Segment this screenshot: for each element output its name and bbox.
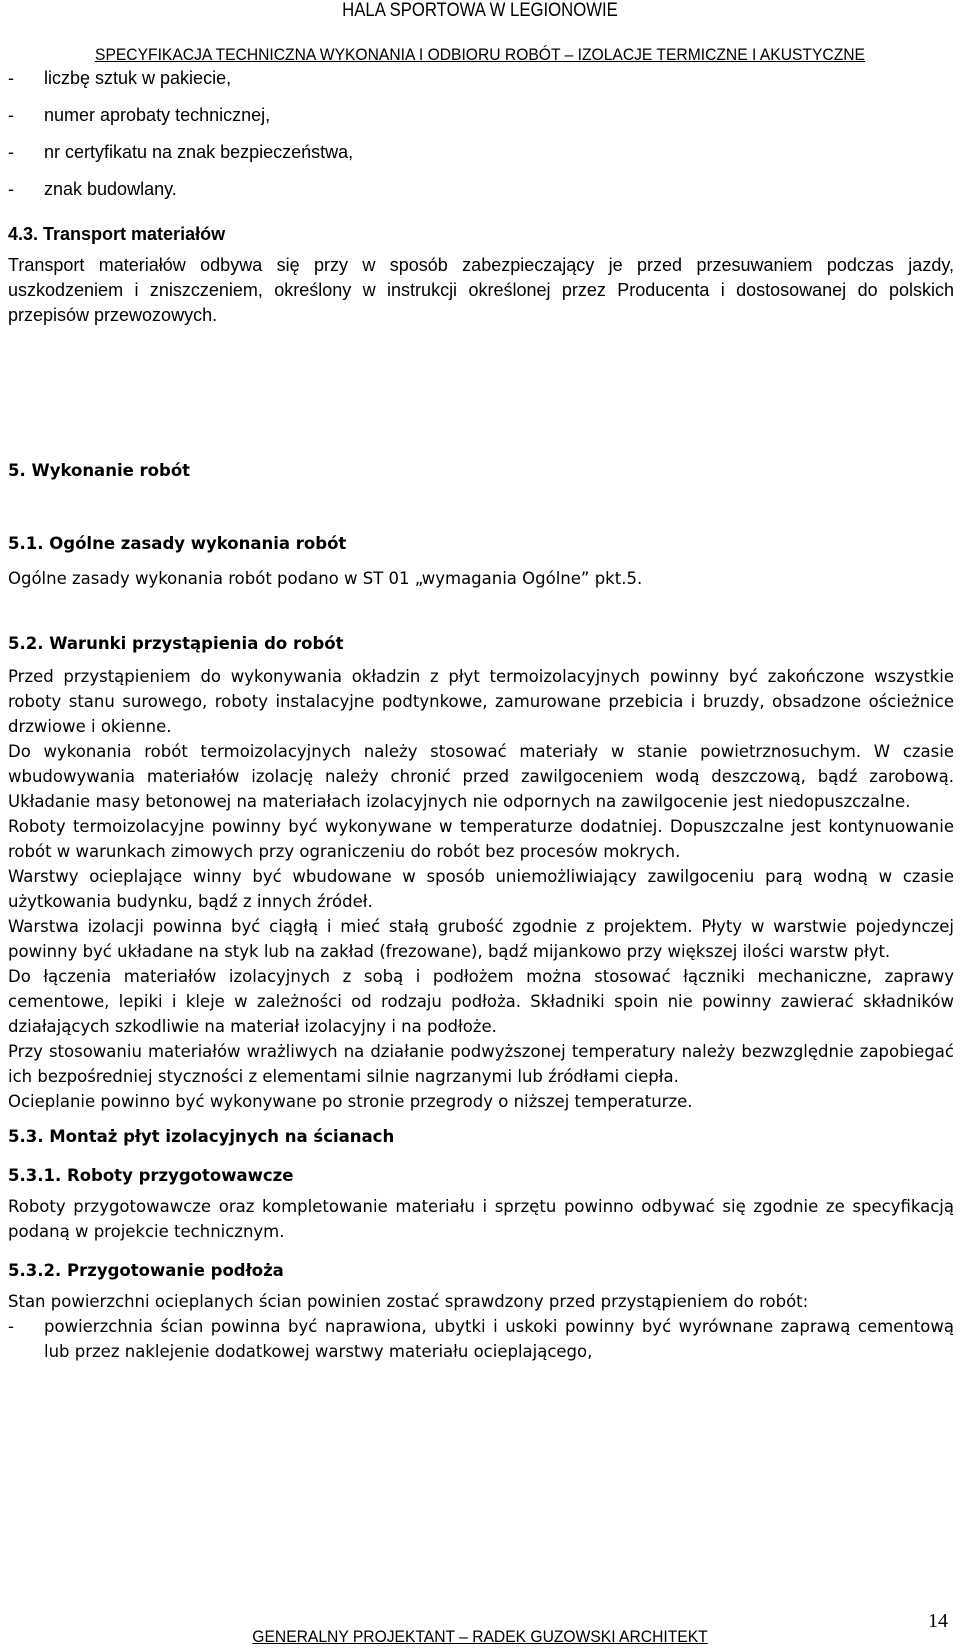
paragraph: Roboty termoizolacyjne powinny być wykonywane w temperaturze dodatniej. Dopuszczalne jest kontynuowanie robót w warunkach zimowych przy ograniczeniu do robót bez procesów mokrych. [8, 817, 954, 861]
paragraph: Warstwy ocieplające winny być wbudowane w sposób uniemożliwiający zawilgoceniu parą wodną w czasie użytkowania budynku, bądź z innych źródeł. [8, 867, 954, 911]
document-header-subtitle: SPECYFIKACJA TECHNICZNA WYKONANIA I ODBIORU ROBÓT – IZOLACJE TERMICZNE I AKUSTYCZNE [95, 45, 865, 64]
section-text-5-3-2: Stan powierzchni ocieplanych ścian powinien zostać sprawdzony przed przystąpieniem do robót: [8, 1292, 809, 1311]
paragraph: Do wykonania robót termoizolacyjnych należy stosować materiały w stanie powietrznosuchym. W czasie wbudowywania materiałów izolację należy chronić przed zawilgoceniem wodą deszczową, bądź zarobową. Układanie masy betonowej na materiałach izolacyjnych nie odpornych na zawilgocenie jest niedopuszczalne. [8, 742, 954, 811]
package-label-list [8, 66, 954, 202]
section-text-5-3-1: Roboty przygotowawcze oraz kompletowanie materiału i sprzętu powinno odbywać się zgodnie ze specyfikacją podaną w projekcie technicznym. [8, 1197, 954, 1241]
section-heading-4-3: 4.3. Transport materiałów [8, 224, 226, 244]
section-heading-5-3-1: 5.3.1. Roboty przygotowawcze [8, 1166, 294, 1185]
document-body [8, 66, 954, 1364]
section-text-4-3: Transport materiałów odbywa się przy w sposób zabezpieczający je przed przesuwaniem podczas jazdy, uszkodzeniem i zniszczeniem, określony w instrukcji określonej przez Producenta i dostosowanej do polskich przepisów przewozowych. [8, 255, 954, 325]
page-number: 14 [928, 1610, 948, 1632]
list-item: - liczbę sztuk w pakiecie, [8, 68, 232, 88]
section-heading-5-3-2: 5.3.2. Przygotowanie podłoża [8, 1261, 284, 1280]
section-text-5-1: Ogólne zasady wykonania robót podano w ST 01 „wymagania Ogólne” pkt.5. [8, 569, 643, 588]
paragraph: Warstwa izolacji powinna być ciągłą i mieć stałą grubość zgodnie z projektem. Płyty w warstwie pojedynczej powinny być układane na styk lub na zakład (frezowane), bądź mijankowo przy większej ilości warstw płyt. [8, 917, 954, 961]
document-footer: GENERALNY PROJEKTANT – RADEK GUZOWSKI ARCHITEKT [252, 1627, 708, 1646]
paragraph: Przed przystąpieniem do wykonywania okładzin z płyt termoizolacyjnych powinny być zakończone wszystkie roboty stanu surowego, roboty instalacyjne podtynkowe, zamurowane przebicia i bruzdy, obsadzone ościeżnice drzwiowe i okienne. [8, 667, 954, 736]
section-body-5-2 [8, 664, 954, 1114]
section-heading-5-2: 5.2. Warunki przystąpienia do robót [8, 634, 344, 653]
list-item: - numer aprobaty technicznej, [8, 105, 271, 125]
list-item: - powierzchnia ścian powinna być naprawiona, ubytki i uskoki powinny być wyrównane zaprawą cementową lub przez naklejenie dodatkowej warstwy materiału ocieplającego, [8, 1317, 954, 1361]
paragraph: Przy stosowaniu materiałów wrażliwych na działanie podwyższonej temperatury należy bezwzględnie zapobiegać ich bezpośredniej styczności z elementami silnie nagrzanymi lub źródłami ciepła. [8, 1042, 954, 1086]
section-heading-5-1: 5.1. Ogólne zasady wykonania robót [8, 534, 347, 553]
paragraph: Ocieplanie powinno być wykonywane po stronie przegrody o niższej temperaturze. [8, 1092, 693, 1111]
list-item: - znak budowlany. [8, 179, 177, 199]
list-item: - nr certyfikatu na znak bezpieczeństwa, [8, 142, 354, 162]
paragraph: Do łączenia materiałów izolacyjnych z sobą i podłożem można stosować łączniki mechaniczne, zaprawy cementowe, lepiki i kleje w zależności od rodzaju podłoża. Składniki spoin nie powinny zawierać składników działających szkodliwie na materiał izolacyjny i na podłoże. [8, 967, 954, 1036]
section-heading-5: 5. Wykonanie robót [8, 461, 191, 480]
section-heading-5-3: 5.3. Montaż płyt izolacyjnych na ścianach [8, 1127, 395, 1146]
document-header-title: HALA SPORTOWA W LEGIONOWIE [342, 0, 618, 21]
